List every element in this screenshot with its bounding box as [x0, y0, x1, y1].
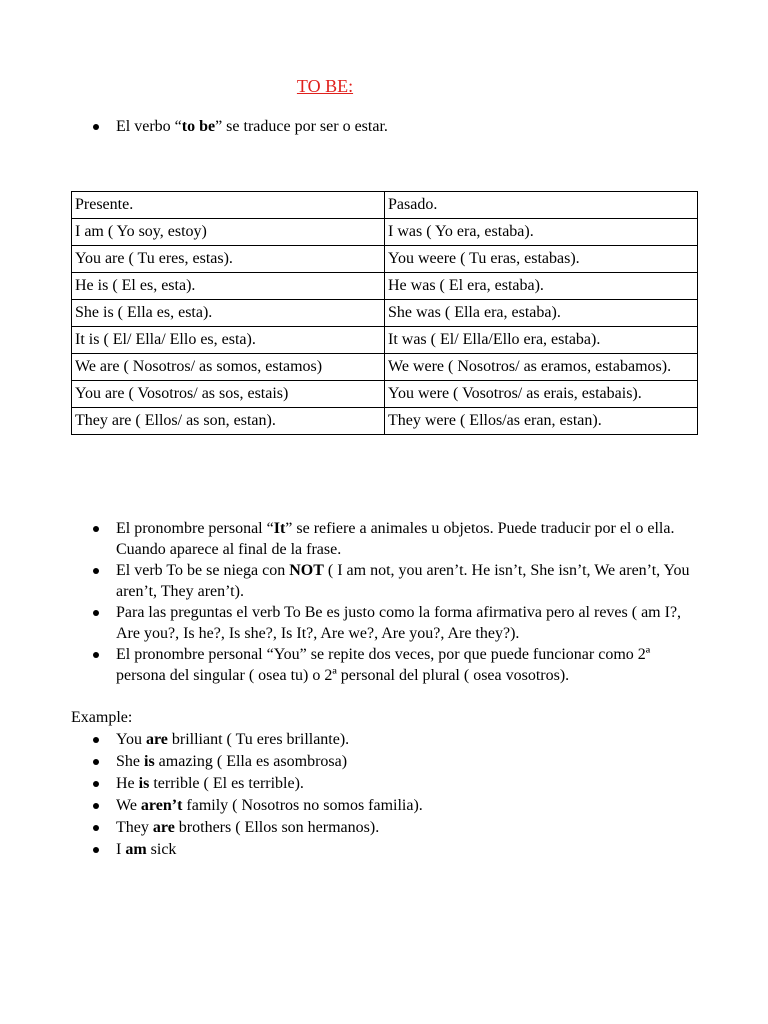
- table-row: [72, 273, 698, 300]
- examples-list: [72, 729, 702, 861]
- example-item: [72, 773, 702, 795]
- notes-list: [72, 519, 702, 687]
- note-item: [72, 519, 702, 560]
- note-item-text: El pronombre personal “: [116, 520, 274, 537]
- example-item-text-end: family ( Nosotros no somos familia).: [182, 797, 423, 814]
- example-item-text: We: [116, 797, 141, 814]
- present-cell: It is ( El/ Ella/ Ello es, esta).: [72, 327, 385, 354]
- intro-text-end: ” se traduce por ser o estar.: [215, 118, 388, 135]
- example-item-bold: aren’t: [140, 797, 183, 814]
- past-cell: She was ( Ella era, estaba).: [385, 300, 698, 327]
- past-cell: They were ( Ellos/as eran, estan).: [385, 408, 698, 435]
- example-item-text: I: [116, 841, 126, 858]
- note-item-text: El pronombre personal “You” se repite dos veces, por que puede funcionar como 2ª persona del singular ( osea tu) o 2ª personal del plural ( osea vosotros).: [116, 646, 651, 684]
- intro-list: [72, 116, 702, 138]
- example-item: [72, 751, 702, 773]
- note-item-bold: NOT: [289, 562, 324, 579]
- table-row: [72, 300, 698, 327]
- example-item: [72, 817, 702, 839]
- header-present: Presente.: [72, 192, 385, 219]
- note-item-text-end: ( I am not, you aren’t. He isn’t, She isn’t, We aren’t, You aren’t, They aren’t).: [116, 562, 690, 600]
- example-item-text: You: [116, 731, 146, 748]
- present-cell: We are ( Nosotros/ as somos, estamos): [72, 354, 385, 381]
- table-row: [72, 354, 698, 381]
- example-item-text-end: amazing ( Ella es asombrosa): [154, 753, 348, 770]
- present-cell: She is ( Ella es, esta).: [72, 300, 385, 327]
- example-item-text: They: [116, 819, 153, 836]
- table-row: [72, 381, 698, 408]
- past-cell: It was ( El/ Ella/Ello era, estaba).: [385, 327, 698, 354]
- table-row: [72, 327, 698, 354]
- present-cell: I am ( Yo soy, estoy): [72, 219, 385, 246]
- past-cell: You were ( Vosotros/ as erais, estabais).: [385, 381, 698, 408]
- example-item-bold: is: [138, 775, 150, 792]
- example-item-bold: am: [125, 841, 147, 858]
- past-cell: You weere ( Tu eras, estabas).: [385, 246, 698, 273]
- present-cell: They are ( Ellos/ as son, estan).: [72, 408, 385, 435]
- conjugation-table: [71, 191, 698, 435]
- note-item-text: Para las preguntas el verb To Be es justo como la forma afirmativa pero al reves ( am I?, Are you?, Is he?, Is she?, Is It?, Are we?, Are you?, Are they?).: [116, 604, 682, 642]
- past-cell: I was ( Yo era, estaba).: [385, 219, 698, 246]
- note-item-text: El verb To be se niega con: [116, 562, 290, 579]
- present-cell: You are ( Tu eres, estas).: [72, 246, 385, 273]
- past-cell: We were ( Nosotros/ as eramos, estabamos).: [385, 354, 698, 381]
- past-cell: He was ( El era, estaba).: [385, 273, 698, 300]
- example-item: [72, 839, 702, 861]
- page-title: TO BE:: [296, 76, 354, 96]
- example-item-text-end: brothers ( Ellos son hermanos).: [174, 819, 380, 836]
- example-item-bold: are: [145, 731, 168, 748]
- intro-text: El verbo “: [116, 118, 182, 135]
- example-item: [72, 795, 702, 817]
- intro-item: [72, 116, 702, 138]
- intro-bold: to be: [181, 118, 216, 135]
- example-item-text-end: terrible ( El es terrible).: [149, 775, 304, 792]
- example-item-text: He: [116, 775, 139, 792]
- example-item-text: She: [116, 753, 144, 770]
- note-item: [72, 603, 702, 644]
- example-label: Example:: [71, 709, 133, 726]
- example-item-bold: is: [144, 753, 155, 770]
- note-item: [72, 645, 702, 686]
- header-past: Pasado.: [385, 192, 698, 219]
- note-item-bold: It: [273, 520, 286, 537]
- table-row: [72, 246, 698, 273]
- table-row: [72, 408, 698, 435]
- table-row: [72, 219, 698, 246]
- example-item-text-end: brilliant ( Tu eres brillante).: [167, 731, 350, 748]
- note-item-text-end: ” se refiere a animales u objetos. Puede traducir por el o ella. Cuando aparece al final de la frase.: [116, 520, 675, 558]
- example-item: [72, 729, 702, 751]
- present-cell: He is ( El es, esta).: [72, 273, 385, 300]
- table-header-row: [72, 192, 698, 219]
- example-item-bold: are: [152, 819, 175, 836]
- example-item-text-end: sick: [146, 841, 177, 858]
- note-item: [72, 561, 702, 602]
- present-cell: You are ( Vosotros/ as sos, estais): [72, 381, 385, 408]
